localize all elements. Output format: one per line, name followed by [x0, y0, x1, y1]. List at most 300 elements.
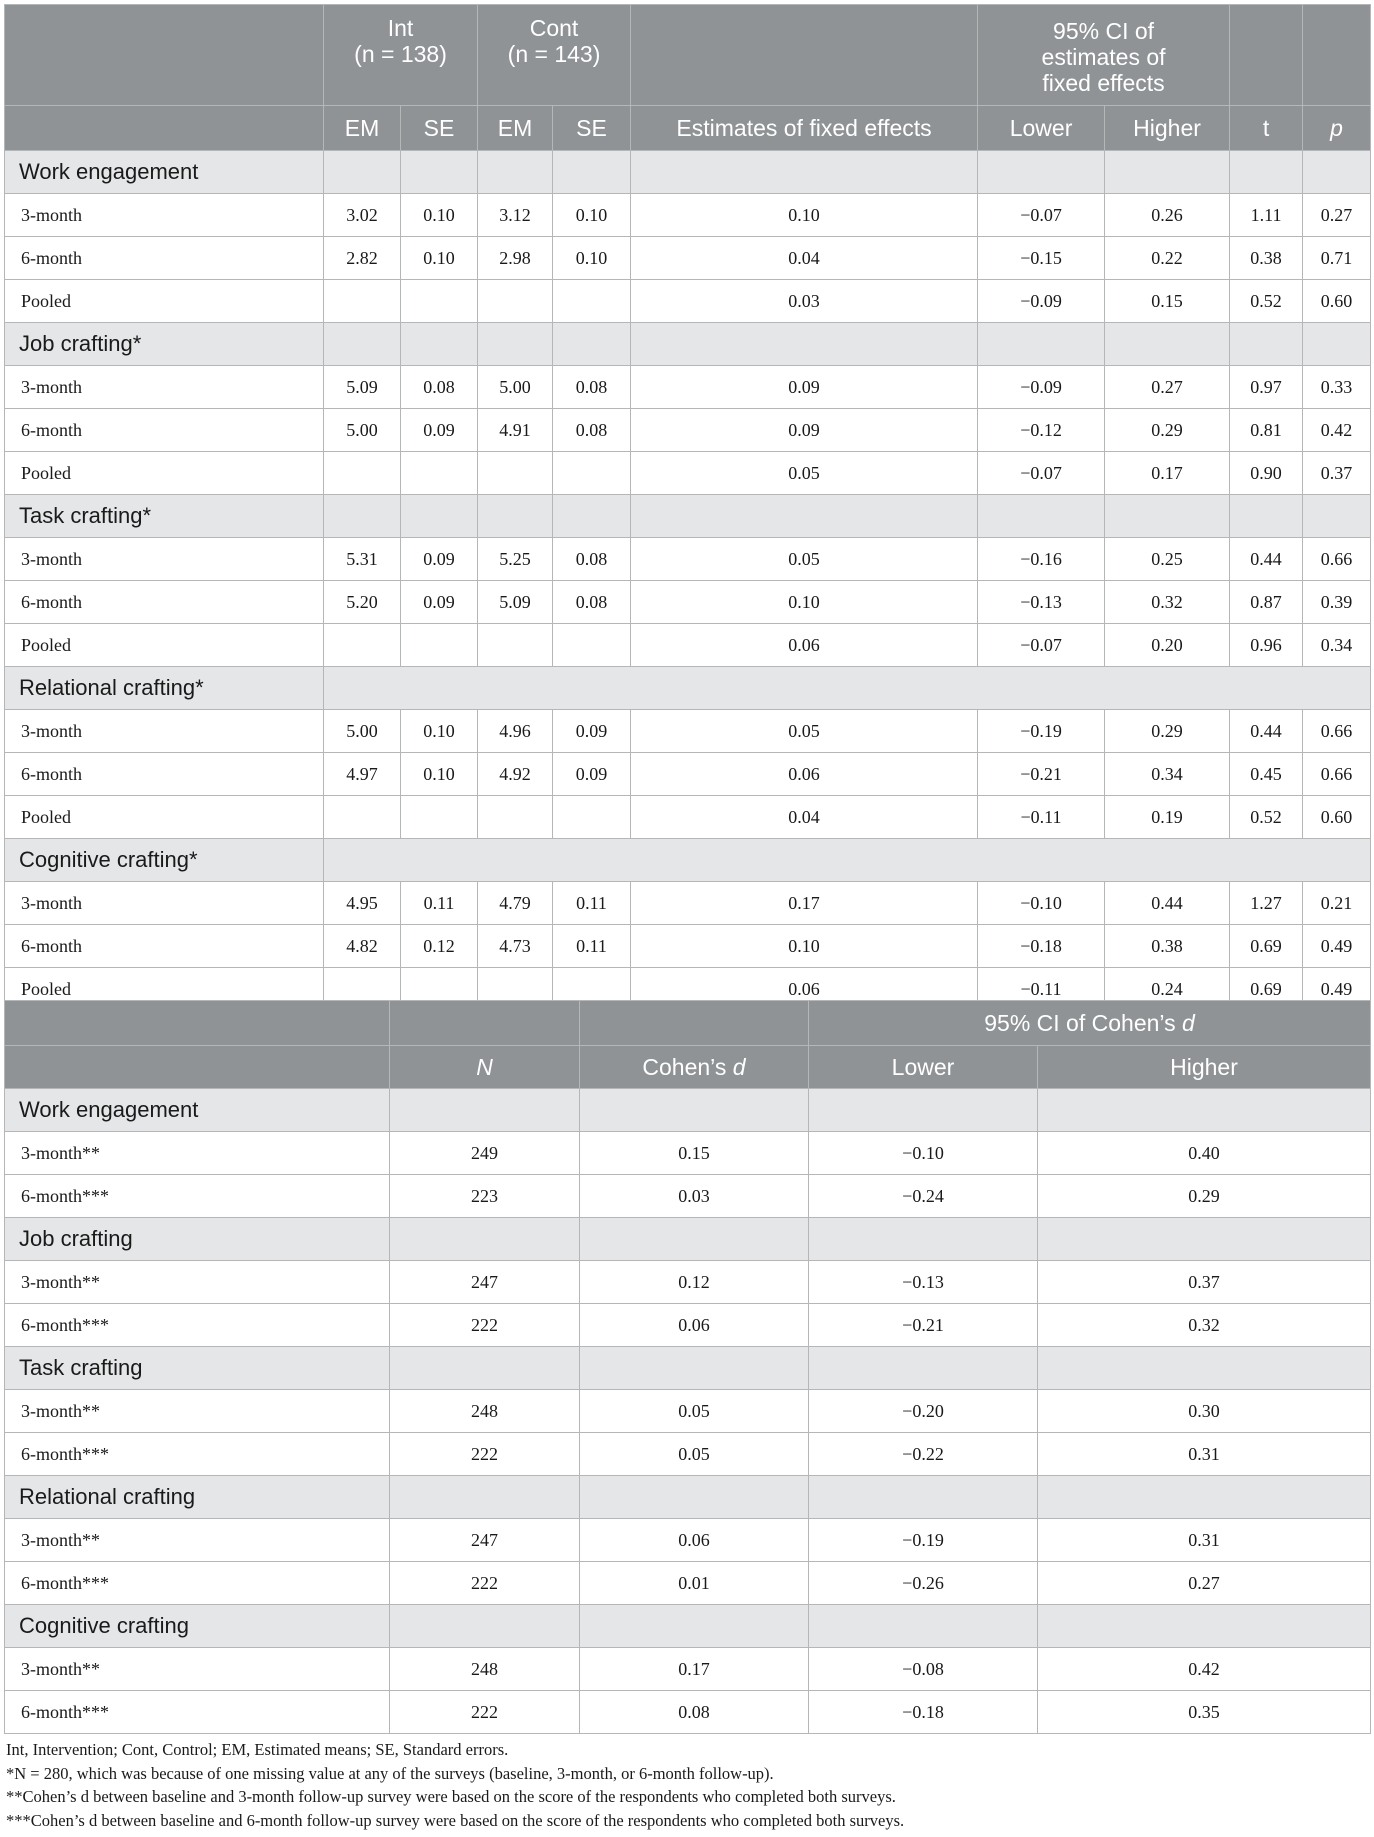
cell-t: 0.38 [1230, 237, 1303, 280]
header-cohens-d-letter: d [732, 1054, 746, 1080]
cell-cont-em: 2.98 [478, 237, 553, 280]
cell-cont-se: 0.08 [553, 538, 631, 581]
header-empty [5, 5, 324, 106]
header-empty [1230, 5, 1303, 106]
section-filler [324, 839, 1371, 882]
cell-cont-se [553, 796, 631, 839]
cell-cont-em: 3.12 [478, 194, 553, 237]
section-filler [631, 323, 978, 366]
table-row [5, 581, 1371, 624]
cell-t: 0.96 [1230, 624, 1303, 667]
cell-p: 0.66 [1303, 538, 1371, 581]
header-lower: Lower [809, 1046, 1038, 1089]
cell-d: 0.03 [580, 1175, 809, 1218]
cell-n: 222 [390, 1562, 580, 1605]
cell-n: 249 [390, 1132, 580, 1175]
table-row [5, 882, 1371, 925]
cell-lower: −0.09 [978, 280, 1105, 323]
cell-d: 0.17 [580, 1648, 809, 1691]
cell-lower: −0.24 [809, 1175, 1038, 1218]
section-filler [478, 323, 553, 366]
cell-int-se: 0.10 [401, 237, 478, 280]
cell-higher: 0.27 [1105, 366, 1230, 409]
cell-lower: −0.22 [809, 1433, 1038, 1476]
cell-cont-em: 5.00 [478, 366, 553, 409]
cell-int-em: 5.00 [324, 409, 401, 452]
cell-cont-se [553, 280, 631, 323]
header-higher: Higher [1038, 1046, 1371, 1089]
row-label: Pooled [5, 796, 324, 839]
cell-higher: 0.29 [1105, 409, 1230, 452]
section-filler [978, 151, 1105, 194]
cell-int-se: 0.10 [401, 710, 478, 753]
cell-cont-em: 5.25 [478, 538, 553, 581]
section-filler [390, 1476, 580, 1519]
section-row [5, 839, 1371, 882]
cell-cont-se: 0.09 [553, 710, 631, 753]
footnote-double-star: **Cohen’s d between baseline and 3-month follow-up survey were based on the score of the respondents who completed both surveys. [6, 1787, 896, 1806]
cell-lower: −0.12 [978, 409, 1105, 452]
header-ci-cohens-prefix: 95% CI of Cohen’s [984, 1010, 1182, 1036]
cell-int-se [401, 796, 478, 839]
section-filler [978, 495, 1105, 538]
cell-int-em: 4.82 [324, 925, 401, 968]
section-filler [1105, 151, 1230, 194]
cell-cont-em [478, 624, 553, 667]
cell-n: 223 [390, 1175, 580, 1218]
section-filler [1303, 323, 1371, 366]
section-filler [809, 1476, 1038, 1519]
cell-int-em: 2.82 [324, 237, 401, 280]
header-t: t [1230, 106, 1303, 151]
cell-p: 0.37 [1303, 452, 1371, 495]
section-row [5, 667, 1371, 710]
cell-int-se [401, 624, 478, 667]
cell-int-em: 5.09 [324, 366, 401, 409]
fixed-effects-table [4, 4, 1371, 1011]
cell-higher: 0.44 [1105, 882, 1230, 925]
cell-lower: −0.19 [978, 710, 1105, 753]
table-row [5, 237, 1371, 280]
cell-cont-se: 0.08 [553, 366, 631, 409]
cell-lower: −0.11 [978, 968, 1105, 1011]
row-label: 6-month [5, 925, 324, 968]
section-filler [1230, 151, 1303, 194]
cell-cont-em: 4.79 [478, 882, 553, 925]
row-label: 6-month [5, 753, 324, 796]
section-row [5, 1089, 1371, 1132]
section-title: Relational crafting [5, 1476, 390, 1519]
cell-int-se: 0.10 [401, 753, 478, 796]
section-title: Task crafting [5, 1347, 390, 1390]
section-filler [1230, 323, 1303, 366]
cell-d: 0.05 [580, 1433, 809, 1476]
cell-lower: −0.16 [978, 538, 1105, 581]
section-row [5, 1218, 1371, 1261]
table-row [5, 925, 1371, 968]
cell-p: 0.21 [1303, 882, 1371, 925]
section-title: Work engagement [5, 151, 324, 194]
cell-higher: 0.29 [1105, 710, 1230, 753]
table-row [5, 1261, 1371, 1304]
cell-t: 0.69 [1230, 968, 1303, 1011]
cell-est: 0.10 [631, 925, 978, 968]
cell-cont-em [478, 796, 553, 839]
cell-t: 0.44 [1230, 538, 1303, 581]
section-filler [1230, 495, 1303, 538]
cell-lower: −0.07 [978, 624, 1105, 667]
table-row [5, 1562, 1371, 1605]
cell-higher: 0.20 [1105, 624, 1230, 667]
cell-cont-se [553, 624, 631, 667]
cell-higher: 0.27 [1038, 1562, 1371, 1605]
cell-est: 0.03 [631, 280, 978, 323]
cell-est: 0.06 [631, 753, 978, 796]
table-row [5, 366, 1371, 409]
cell-cont-se: 0.10 [553, 237, 631, 280]
header-empty [5, 106, 324, 151]
cell-int-em: 5.20 [324, 581, 401, 624]
cell-lower: −0.18 [978, 925, 1105, 968]
cell-int-em: 5.00 [324, 710, 401, 753]
cell-n: 248 [390, 1648, 580, 1691]
cell-d: 0.12 [580, 1261, 809, 1304]
cell-est: 0.06 [631, 968, 978, 1011]
cell-p: 0.66 [1303, 710, 1371, 753]
cell-p: 0.60 [1303, 280, 1371, 323]
cell-cont-em: 4.73 [478, 925, 553, 968]
row-label: 3-month** [5, 1519, 390, 1562]
cell-int-se [401, 452, 478, 495]
cell-est: 0.04 [631, 237, 978, 280]
section-filler [401, 323, 478, 366]
cell-t: 0.44 [1230, 710, 1303, 753]
cell-int-em: 4.97 [324, 753, 401, 796]
cell-higher: 0.22 [1105, 237, 1230, 280]
header-cont-em: EM [478, 106, 553, 151]
cell-est: 0.06 [631, 624, 978, 667]
row-label: Pooled [5, 280, 324, 323]
header-ci-line3: fixed effects [1042, 70, 1165, 96]
table-row [5, 624, 1371, 667]
header-cont-line2: (n = 143) [507, 41, 601, 67]
cell-cont-em [478, 452, 553, 495]
table-row [5, 1304, 1371, 1347]
cell-p: 0.66 [1303, 753, 1371, 796]
cell-cont-em [478, 280, 553, 323]
header-ci-cohens-d: d [1181, 1010, 1195, 1036]
cell-int-se: 0.08 [401, 366, 478, 409]
header-ci-line1: 95% CI of [1053, 18, 1155, 44]
section-filler [1038, 1605, 1371, 1648]
footnote-single-star: *N = 280, which was because of one missing value at any of the surveys (baseline, 3-month, or 6-month follow-up). [6, 1763, 774, 1783]
cell-t: 1.11 [1230, 194, 1303, 237]
header-int-line1: Int [387, 15, 414, 41]
cell-higher: 0.37 [1038, 1261, 1371, 1304]
cell-cont-se: 0.09 [553, 753, 631, 796]
cell-int-se: 0.12 [401, 925, 478, 968]
cell-est: 0.05 [631, 452, 978, 495]
cell-t: 0.81 [1230, 409, 1303, 452]
cell-n: 247 [390, 1519, 580, 1562]
row-label: 6-month [5, 237, 324, 280]
section-filler [553, 323, 631, 366]
header-int-se: SE [401, 106, 478, 151]
section-filler [478, 495, 553, 538]
cell-t: 0.97 [1230, 366, 1303, 409]
cell-lower: −0.15 [978, 237, 1105, 280]
header-empty [5, 1001, 390, 1046]
row-label: 3-month [5, 538, 324, 581]
row-label: 3-month** [5, 1648, 390, 1691]
row-label: 6-month [5, 409, 324, 452]
section-filler [809, 1347, 1038, 1390]
cell-t: 0.45 [1230, 753, 1303, 796]
cell-lower: −0.07 [978, 452, 1105, 495]
cell-p: 0.42 [1303, 409, 1371, 452]
section-filler [390, 1089, 580, 1132]
section-title: Cognitive crafting [5, 1605, 390, 1648]
cell-est: 0.04 [631, 796, 978, 839]
table-row [5, 1519, 1371, 1562]
cell-n: 248 [390, 1390, 580, 1433]
section-row [5, 323, 1371, 366]
table-row [5, 1433, 1371, 1476]
cell-higher: 0.32 [1038, 1304, 1371, 1347]
cell-int-se: 0.09 [401, 538, 478, 581]
cell-lower: −0.10 [809, 1132, 1038, 1175]
cell-higher: 0.25 [1105, 538, 1230, 581]
section-filler [978, 323, 1105, 366]
section-title: Task crafting* [5, 495, 324, 538]
section-filler [580, 1476, 809, 1519]
section-filler [401, 151, 478, 194]
cell-higher: 0.38 [1105, 925, 1230, 968]
cell-lower: −0.21 [978, 753, 1105, 796]
header-cont-se: SE [553, 106, 631, 151]
cell-int-em [324, 280, 401, 323]
cell-cont-em: 4.91 [478, 409, 553, 452]
section-filler [324, 495, 401, 538]
cell-t: 1.27 [1230, 882, 1303, 925]
row-label: 3-month [5, 710, 324, 753]
cell-t: 0.52 [1230, 796, 1303, 839]
header-higher: Higher [1105, 106, 1230, 151]
header-n: N [390, 1046, 580, 1089]
cell-cont-se [553, 452, 631, 495]
cell-int-em: 5.31 [324, 538, 401, 581]
row-label: 3-month** [5, 1261, 390, 1304]
section-filler [1038, 1089, 1371, 1132]
cell-cont-se: 0.11 [553, 925, 631, 968]
cell-int-em [324, 452, 401, 495]
table-row [5, 796, 1371, 839]
section-filler [401, 495, 478, 538]
row-label: 3-month** [5, 1390, 390, 1433]
cell-p: 0.34 [1303, 624, 1371, 667]
cell-d: 0.06 [580, 1304, 809, 1347]
section-filler [580, 1347, 809, 1390]
cell-p: 0.71 [1303, 237, 1371, 280]
table-row [5, 194, 1371, 237]
cell-int-em [324, 796, 401, 839]
row-label: 6-month [5, 581, 324, 624]
header-cont [478, 5, 631, 106]
section-title: Work engagement [5, 1089, 390, 1132]
header-estimates: Estimates of fixed effects [631, 106, 978, 151]
cell-n: 222 [390, 1691, 580, 1734]
cell-est: 0.09 [631, 366, 978, 409]
cell-higher: 0.24 [1105, 968, 1230, 1011]
cell-t: 0.52 [1230, 280, 1303, 323]
cell-int-em: 4.95 [324, 882, 401, 925]
cell-d: 0.08 [580, 1691, 809, 1734]
header-empty [5, 1046, 390, 1089]
cell-est: 0.17 [631, 882, 978, 925]
row-label: 6-month*** [5, 1175, 390, 1218]
cell-cont-se: 0.08 [553, 581, 631, 624]
row-label: Pooled [5, 452, 324, 495]
cell-t: 0.87 [1230, 581, 1303, 624]
table-row [5, 409, 1371, 452]
row-label: 6-month*** [5, 1304, 390, 1347]
cell-cont-em: 4.96 [478, 710, 553, 753]
cell-lower: −0.09 [978, 366, 1105, 409]
cell-higher: 0.29 [1038, 1175, 1371, 1218]
cell-lower: −0.11 [978, 796, 1105, 839]
cell-int-em [324, 624, 401, 667]
header-ci [978, 5, 1230, 106]
cell-lower: −0.21 [809, 1304, 1038, 1347]
cell-higher: 0.35 [1038, 1691, 1371, 1734]
header-cohens-d [580, 1046, 809, 1089]
footnote-triple-star: ***Cohen’s d between baseline and 6-month follow-up survey were based on the score of the respondents who completed both surveys. [6, 1810, 905, 1830]
cell-cont-se: 0.11 [553, 882, 631, 925]
cell-p: 0.49 [1303, 925, 1371, 968]
header-empty [631, 5, 978, 106]
section-filler [809, 1089, 1038, 1132]
cell-est: 0.10 [631, 194, 978, 237]
header-p: p [1303, 106, 1371, 151]
cell-p: 0.49 [1303, 968, 1371, 1011]
cell-int-se: 0.11 [401, 882, 478, 925]
section-filler [580, 1218, 809, 1261]
section-filler [553, 495, 631, 538]
cell-int-se: 0.09 [401, 409, 478, 452]
section-filler [631, 151, 978, 194]
cell-higher: 0.31 [1038, 1519, 1371, 1562]
row-label: 3-month [5, 882, 324, 925]
header-empty [580, 1001, 809, 1046]
cell-est: 0.05 [631, 710, 978, 753]
cell-t: 0.69 [1230, 925, 1303, 968]
row-label: 3-month [5, 366, 324, 409]
table-row [5, 710, 1371, 753]
cell-lower: −0.13 [978, 581, 1105, 624]
table-row [5, 1390, 1371, 1433]
row-label: Pooled [5, 624, 324, 667]
table-row [5, 280, 1371, 323]
header-empty [390, 1001, 580, 1046]
section-row [5, 1347, 1371, 1390]
section-filler [1038, 1218, 1371, 1261]
cohens-d-table [4, 1000, 1371, 1734]
cell-higher: 0.40 [1038, 1132, 1371, 1175]
cell-higher: 0.30 [1038, 1390, 1371, 1433]
cell-n: 247 [390, 1261, 580, 1304]
cell-p: 0.27 [1303, 194, 1371, 237]
section-row [5, 1605, 1371, 1648]
cell-d: 0.05 [580, 1390, 809, 1433]
section-filler [1038, 1347, 1371, 1390]
cell-lower: −0.19 [809, 1519, 1038, 1562]
cell-int-em: 3.02 [324, 194, 401, 237]
cell-p: 0.60 [1303, 796, 1371, 839]
header-int-em: EM [324, 106, 401, 151]
cell-lower: −0.10 [978, 882, 1105, 925]
cell-d: 0.06 [580, 1519, 809, 1562]
cell-lower: −0.07 [978, 194, 1105, 237]
cell-est: 0.05 [631, 538, 978, 581]
cell-lower: −0.13 [809, 1261, 1038, 1304]
section-title: Relational crafting* [5, 667, 324, 710]
cell-lower: −0.20 [809, 1390, 1038, 1433]
section-filler [580, 1089, 809, 1132]
cell-higher: 0.31 [1038, 1433, 1371, 1476]
header-cohens-prefix: Cohen’s [642, 1054, 733, 1080]
section-filler [631, 495, 978, 538]
section-filler [390, 1347, 580, 1390]
cell-lower: −0.08 [809, 1648, 1038, 1691]
section-filler [324, 667, 1371, 710]
section-filler [1105, 495, 1230, 538]
section-filler [324, 151, 401, 194]
row-label: 6-month*** [5, 1562, 390, 1605]
section-title: Job crafting* [5, 323, 324, 366]
row-label: Pooled [5, 968, 324, 1011]
table-row [5, 1648, 1371, 1691]
section-row [5, 495, 1371, 538]
section-filler [1105, 323, 1230, 366]
cell-n: 222 [390, 1304, 580, 1347]
section-filler [390, 1605, 580, 1648]
table-row [5, 1691, 1371, 1734]
row-label: 3-month** [5, 1132, 390, 1175]
table-row [5, 753, 1371, 796]
table-footnotes [6, 1738, 1366, 1832]
header-int-line2: (n = 138) [354, 41, 447, 67]
cell-p: 0.39 [1303, 581, 1371, 624]
cell-higher: 0.17 [1105, 452, 1230, 495]
section-filler [809, 1218, 1038, 1261]
cell-t: 0.90 [1230, 452, 1303, 495]
section-filler [390, 1218, 580, 1261]
section-title: Cognitive crafting* [5, 839, 324, 882]
cell-int-se [401, 280, 478, 323]
table-row [5, 538, 1371, 581]
cell-higher: 0.34 [1105, 753, 1230, 796]
cell-int-se: 0.09 [401, 581, 478, 624]
cell-cont-se: 0.10 [553, 194, 631, 237]
cell-cont-em: 4.92 [478, 753, 553, 796]
cell-higher: 0.42 [1038, 1648, 1371, 1691]
cell-higher: 0.19 [1105, 796, 1230, 839]
cell-higher: 0.26 [1105, 194, 1230, 237]
table-row [5, 1132, 1371, 1175]
cell-int-se: 0.10 [401, 194, 478, 237]
cell-n: 222 [390, 1433, 580, 1476]
section-filler [809, 1605, 1038, 1648]
